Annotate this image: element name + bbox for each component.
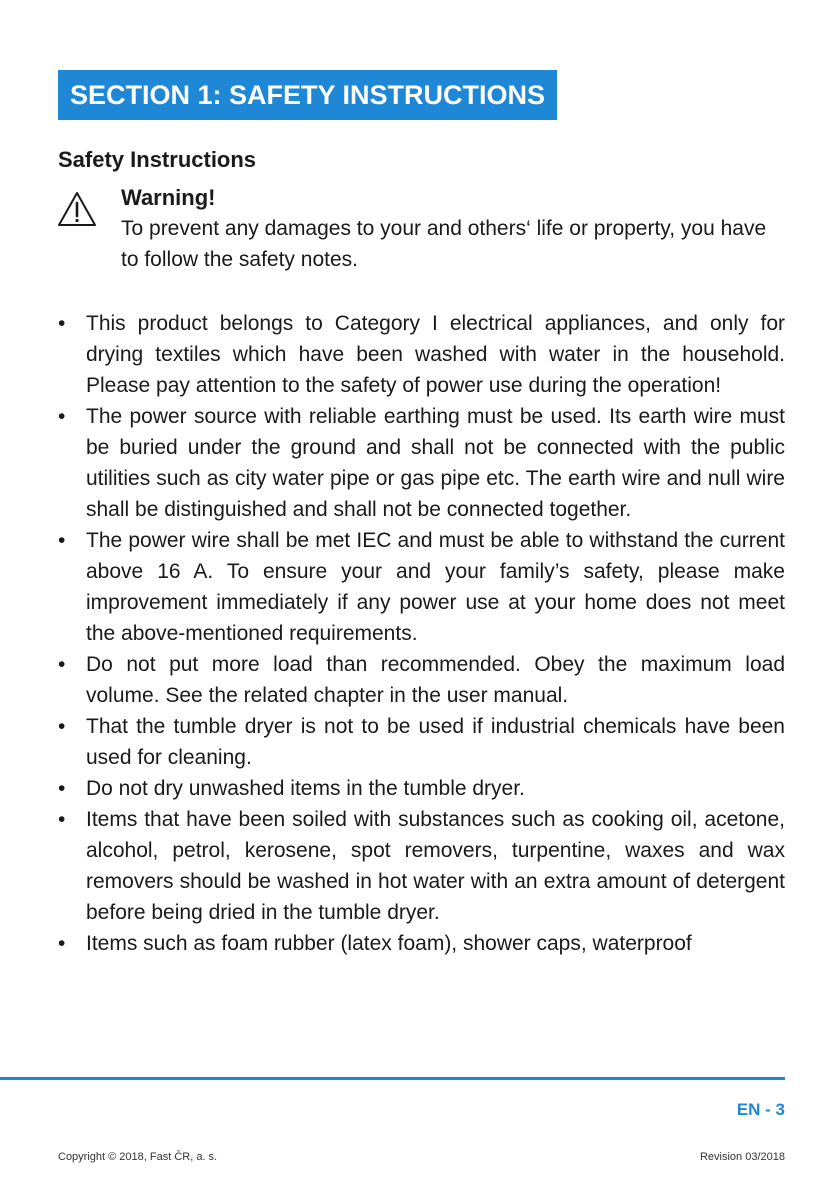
copyright-notice: Copyright © 2018, Fast ČR, a. s. — [58, 1151, 218, 1163]
warning-text: To prevent any damages to your and others‘ life or property, you have to follow the safety notes. — [121, 217, 767, 271]
warning-title: Warning! — [121, 185, 216, 210]
section-title-banner: SECTION 1: SAFETY INSTRUCTIONS — [58, 70, 557, 120]
footer-divider — [0, 1077, 785, 1080]
bullet-item: • This product belongs to Category I electrical appliances, and only for drying textiles which have been washed with water in the household. Please pay attention to the safety of power use during the operation! — [58, 308, 785, 401]
bullet-item: • Items such as foam rubber (latex foam), shower caps, waterproof — [58, 928, 785, 959]
warning-block — [121, 183, 785, 275]
safety-instructions-heading: Safety Instructions — [58, 147, 257, 172]
bullet-item: • Items that have been soiled with substances such as cooking oil, acetone, alcohol, petrol, kerosene, spot removers, turpentine, waxes and wax removers should be washed in hot water with an extra amount of detergent before being dried in the tumble dryer. — [58, 804, 785, 928]
bullet-item: • Do not put more load than recommended. Obey the maximum load volume. See the related chapter in the user manual. — [58, 649, 785, 711]
bullet-item: • Do not dry unwashed items in the tumble dryer. — [58, 773, 785, 804]
revision-label: Revision 03/2018 — [699, 1151, 785, 1163]
page-number: EN - 3 — [736, 1100, 785, 1119]
bullet-item: • That the tumble dryer is not to be used if industrial chemicals have been used for cleaning. — [58, 711, 785, 773]
safety-bullet-list — [58, 308, 785, 959]
bullet-item: • The power source with reliable earthing must be used. Its earth wire must be buried under the ground and shall not be connected with the public utilities such as city water pipe or gas pipe etc. The earth wire and null wire shall be distinguished and shall not be connected together. — [58, 401, 785, 525]
bullet-item: • The power wire shall be met IEC and must be able to withstand the current above 16 A. To ensure your and your family’s safety, please make improvement immediately if any power use at your home does not meet the above-mentioned requirements. — [58, 525, 785, 649]
warning-triangle-icon — [57, 191, 97, 227]
